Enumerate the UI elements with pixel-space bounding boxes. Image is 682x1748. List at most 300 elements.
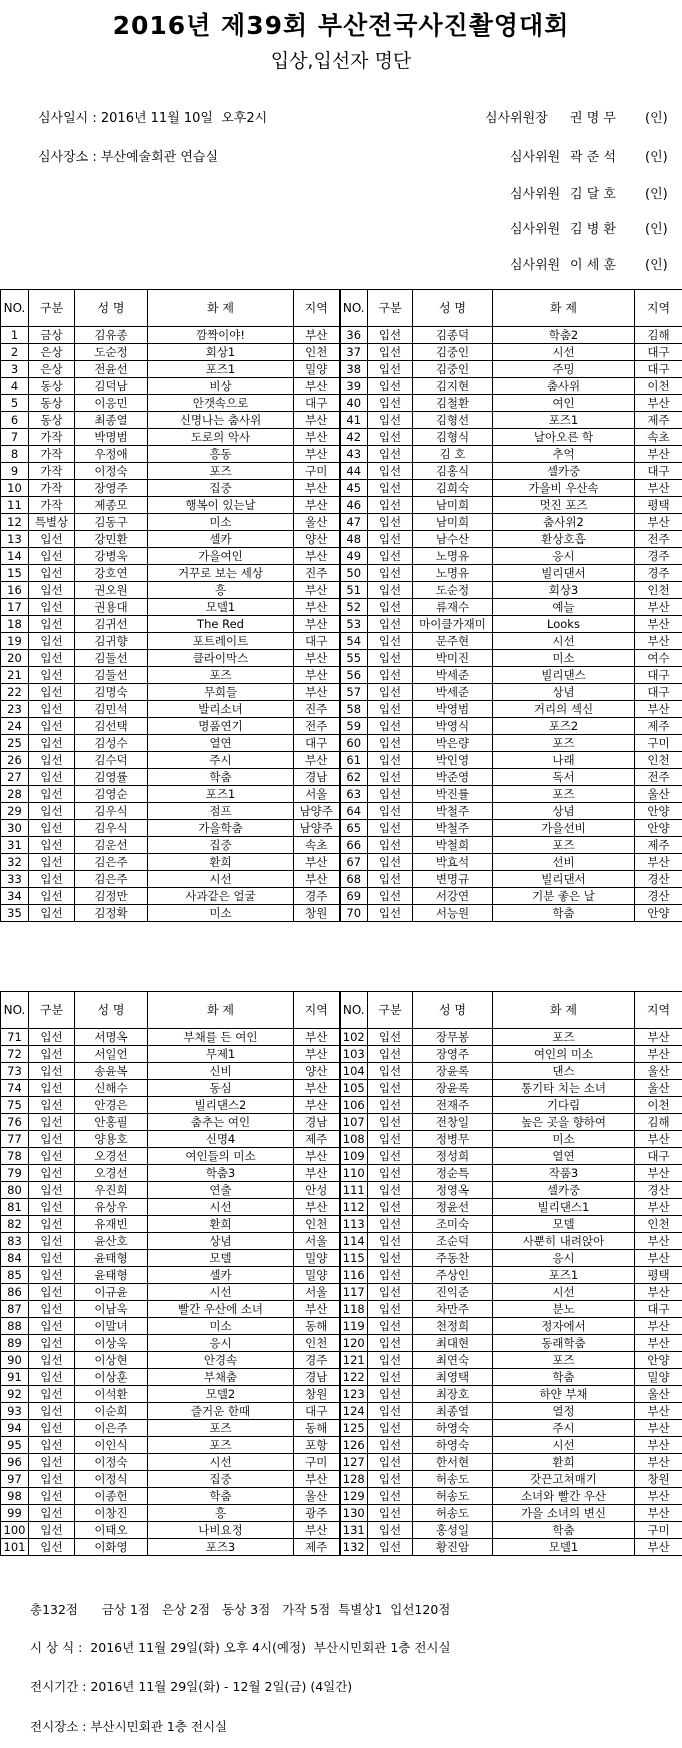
entrant-name: 윤태형 xyxy=(75,1267,148,1284)
judge-name: 김 달 호 xyxy=(570,187,616,202)
award-category: 입선 xyxy=(368,463,413,480)
photo-title: 포즈1 xyxy=(148,361,294,378)
award-category: 입선 xyxy=(29,871,75,888)
region: 창원 xyxy=(635,1471,682,1488)
region: 부산 xyxy=(294,616,340,633)
photo-title: 열정 xyxy=(493,1403,635,1420)
photo-title: 포즈1 xyxy=(493,1267,635,1284)
table-row xyxy=(1,1522,682,1539)
photo-title: 깜짝이야! xyxy=(148,327,294,344)
table-row xyxy=(1,633,682,650)
entry-number: 28 xyxy=(1,786,29,803)
award-category: 입선 xyxy=(29,1505,75,1522)
entrant-name: 장영주 xyxy=(75,480,148,497)
entry-number: 89 xyxy=(1,1335,29,1352)
entrant-name: 윤태형 xyxy=(75,1250,148,1267)
entry-number: 96 xyxy=(1,1454,29,1471)
region: 인천 xyxy=(294,344,340,361)
entrant-name: 이정식 xyxy=(75,1471,148,1488)
award-category: 입선 xyxy=(368,786,413,803)
entry-number: 64 xyxy=(340,803,368,820)
entry-number: 52 xyxy=(340,599,368,616)
region: 대구 xyxy=(294,395,340,412)
photo-title: 신명4 xyxy=(148,1131,294,1148)
photo-title: 빌리댄스2 xyxy=(148,1097,294,1114)
region: 부산 xyxy=(635,1029,682,1046)
award-category: 입선 xyxy=(29,1216,75,1233)
entry-number: 77 xyxy=(1,1131,29,1148)
entry-number: 73 xyxy=(1,1063,29,1080)
entry-number: 81 xyxy=(1,1199,29,1216)
entry-number: 101 xyxy=(1,1539,29,1556)
award-category: 입선 xyxy=(29,1131,75,1148)
entry-number: 121 xyxy=(340,1352,368,1369)
photo-title: 포즈 xyxy=(493,1029,635,1046)
entry-number: 44 xyxy=(340,463,368,480)
photo-title: 행복이 있는날 xyxy=(148,497,294,514)
column-header-entrant-name: 성 명 xyxy=(413,992,493,1029)
photo-title: 모델1 xyxy=(148,599,294,616)
column-header-entry-number: NO. xyxy=(1,992,29,1029)
entrant-name: 김둘선 xyxy=(75,667,148,684)
award-category: 입선 xyxy=(368,616,413,633)
table-row xyxy=(1,1267,682,1284)
region: 이천 xyxy=(635,378,682,395)
entry-number: 90 xyxy=(1,1352,29,1369)
region: 부산 xyxy=(635,1403,682,1420)
entry-number: 37 xyxy=(340,344,368,361)
entry-number: 86 xyxy=(1,1284,29,1301)
table-row xyxy=(1,446,682,463)
award-category: 입선 xyxy=(29,667,75,684)
award-category: 입선 xyxy=(368,1216,413,1233)
region: 부산 xyxy=(294,429,340,446)
region: 대구 xyxy=(294,633,340,650)
photo-title: 분노 xyxy=(493,1301,635,1318)
award-category: 입선 xyxy=(29,1148,75,1165)
photo-title: 선비 xyxy=(493,854,635,871)
entrant-name: 정윤선 xyxy=(413,1199,493,1216)
region: 경산 xyxy=(635,1182,682,1199)
region: 부산 xyxy=(294,752,340,769)
entry-number: 15 xyxy=(1,565,29,582)
award-category: 입선 xyxy=(368,1131,413,1148)
entrant-name: 김 호 xyxy=(413,446,493,463)
entrant-name: 조미숙 xyxy=(413,1216,493,1233)
photo-title: 학춤 xyxy=(493,905,635,922)
winners-table-2 xyxy=(0,991,682,1556)
entry-number: 116 xyxy=(340,1267,368,1284)
entrant-name: 차만주 xyxy=(413,1301,493,1318)
award-category: 입선 xyxy=(368,480,413,497)
photo-title: 안갯속으로 xyxy=(148,395,294,412)
photo-title: 명품연기 xyxy=(148,718,294,735)
region: 부산 xyxy=(635,1233,682,1250)
award-category: 입선 xyxy=(368,1471,413,1488)
region: 양산 xyxy=(294,1063,340,1080)
region: 구미 xyxy=(635,735,682,752)
region: 서울 xyxy=(294,786,340,803)
entry-number: 38 xyxy=(340,361,368,378)
entry-number: 105 xyxy=(340,1080,368,1097)
award-category: 입선 xyxy=(29,1386,75,1403)
award-category: 가작 xyxy=(29,463,75,480)
table-row xyxy=(1,1250,682,1267)
entry-number: 7 xyxy=(1,429,29,446)
entrant-name: 최연숙 xyxy=(413,1352,493,1369)
region: 부산 xyxy=(635,395,682,412)
entrant-name: 하영숙 xyxy=(413,1420,493,1437)
entrant-name: 김형선 xyxy=(413,412,493,429)
ceremony-info: 시 상 식 : 2016년 11월 29일(화) 오후 4시(예정) 부산시민회관 1층 전시실 xyxy=(30,1640,451,1655)
photo-title: 거리의 섹신 xyxy=(493,701,635,718)
award-category: 은상 xyxy=(29,361,75,378)
column-header-award-category: 구분 xyxy=(29,290,75,327)
photo-title: 모델 xyxy=(493,1216,635,1233)
table-row xyxy=(1,803,682,820)
award-category: 입선 xyxy=(368,429,413,446)
photo-title: 환희 xyxy=(493,1454,635,1471)
page-subtitle: 입상,입선자 명단 xyxy=(270,50,412,72)
entry-number: 61 xyxy=(340,752,368,769)
photo-title: 빌리댄서 xyxy=(493,565,635,582)
region: 대구 xyxy=(635,344,682,361)
entrant-name: 박인영 xyxy=(413,752,493,769)
entry-number: 36 xyxy=(340,327,368,344)
table-row xyxy=(1,412,682,429)
photo-title: 즐거운 한때 xyxy=(148,1403,294,1420)
region: 부산 xyxy=(294,1522,340,1539)
award-category: 입선 xyxy=(368,361,413,378)
table-row xyxy=(1,514,682,531)
award-category: 입선 xyxy=(29,1539,75,1556)
region: 부산 xyxy=(635,616,682,633)
photo-title: 미소 xyxy=(148,1318,294,1335)
entrant-name: 허송도 xyxy=(413,1488,493,1505)
region: 부산 xyxy=(635,1539,682,1556)
region: 제주 xyxy=(635,412,682,429)
entrant-name: 이말녀 xyxy=(75,1318,148,1335)
entrant-name: 김희숙 xyxy=(413,480,493,497)
photo-title: 시선 xyxy=(148,1454,294,1471)
photo-title: 학춤 xyxy=(493,1522,635,1539)
entrant-name: 김수덕 xyxy=(75,752,148,769)
table-row xyxy=(1,1539,682,1556)
entrant-name: 최장호 xyxy=(413,1386,493,1403)
photo-title: 가을 소녀의 변신 xyxy=(493,1505,635,1522)
table-row xyxy=(1,650,682,667)
award-category: 입선 xyxy=(368,1335,413,1352)
award-category: 입선 xyxy=(368,1420,413,1437)
entrant-name: 박세준 xyxy=(413,667,493,684)
judging-place: 심사장소 : 부산예술회관 연습실 xyxy=(38,150,219,165)
entrant-name: 김지현 xyxy=(413,378,493,395)
column-header-entry-number: NO. xyxy=(340,290,368,327)
photo-title: 집중 xyxy=(148,480,294,497)
entrant-name: 정성희 xyxy=(413,1148,493,1165)
award-category: 입선 xyxy=(29,1063,75,1080)
entrant-name: 서명옥 xyxy=(75,1029,148,1046)
entrant-name: 김귀선 xyxy=(75,616,148,633)
award-category: 가작 xyxy=(29,480,75,497)
entrant-name: 김우식 xyxy=(75,803,148,820)
entrant-name: 하영숙 xyxy=(413,1437,493,1454)
region: 부산 xyxy=(635,1420,682,1437)
photo-title: 멋진 포즈 xyxy=(493,497,635,514)
region: 평택 xyxy=(635,497,682,514)
award-category: 입선 xyxy=(368,1046,413,1063)
award-category: 입선 xyxy=(368,565,413,582)
entrant-name: 서능원 xyxy=(413,905,493,922)
entry-number: 75 xyxy=(1,1097,29,1114)
photo-title: 포즈1 xyxy=(493,412,635,429)
photo-title: 비상 xyxy=(148,378,294,395)
photo-title: 열연 xyxy=(148,735,294,752)
photo-title: 춤추는 여인 xyxy=(148,1114,294,1131)
region: 밀양 xyxy=(294,1250,340,1267)
award-category: 입선 xyxy=(29,1352,75,1369)
column-header-region: 지역 xyxy=(294,290,340,327)
entrant-name: 홍성일 xyxy=(413,1522,493,1539)
entrant-name: 유재빈 xyxy=(75,1216,148,1233)
award-category: 은상 xyxy=(29,344,75,361)
entry-number: 33 xyxy=(1,871,29,888)
winners-table-1 xyxy=(0,289,682,922)
table-row xyxy=(1,905,682,922)
region: 대구 xyxy=(635,463,682,480)
award-category: 입선 xyxy=(29,1182,75,1199)
entrant-name: 송윤복 xyxy=(75,1063,148,1080)
entrant-name: 이창진 xyxy=(75,1505,148,1522)
region: 경남 xyxy=(294,1369,340,1386)
award-category: 입선 xyxy=(368,1233,413,1250)
award-category: 입선 xyxy=(29,1369,75,1386)
entrant-name: 이인식 xyxy=(75,1437,148,1454)
photo-title: 사과같은 얼굴 xyxy=(148,888,294,905)
region: 밀양 xyxy=(294,1267,340,1284)
entry-number: 115 xyxy=(340,1250,368,1267)
region: 대구 xyxy=(635,667,682,684)
region: 이천 xyxy=(635,1097,682,1114)
table-row xyxy=(1,684,682,701)
entrant-name: 박효석 xyxy=(413,854,493,871)
entry-number: 120 xyxy=(340,1335,368,1352)
award-category: 입선 xyxy=(368,395,413,412)
region: 구미 xyxy=(294,1454,340,1471)
entry-number: 128 xyxy=(340,1471,368,1488)
table-row xyxy=(1,752,682,769)
award-category: 입선 xyxy=(368,905,413,922)
table-row xyxy=(1,1182,682,1199)
entry-number: 22 xyxy=(1,684,29,701)
entry-number: 9 xyxy=(1,463,29,480)
table-row xyxy=(1,531,682,548)
table-row xyxy=(1,361,682,378)
entry-number: 119 xyxy=(340,1318,368,1335)
region: 제주 xyxy=(635,837,682,854)
judge-role: 심사위원 xyxy=(510,150,561,165)
entrant-name: 이석환 xyxy=(75,1386,148,1403)
award-category: 입선 xyxy=(29,752,75,769)
entry-number: 113 xyxy=(340,1216,368,1233)
entry-number: 106 xyxy=(340,1097,368,1114)
table-row xyxy=(1,1403,682,1420)
entrant-name: 장윤록 xyxy=(413,1080,493,1097)
column-header-photo-title: 화 제 xyxy=(148,290,294,327)
award-category: 입선 xyxy=(29,1080,75,1097)
award-category: 입선 xyxy=(368,718,413,735)
photo-title: 가을선비 xyxy=(493,820,635,837)
entry-number: 93 xyxy=(1,1403,29,1420)
award-category: 입선 xyxy=(29,1403,75,1420)
award-category: 입선 xyxy=(368,752,413,769)
photo-title: 셀카 xyxy=(148,531,294,548)
entry-number: 126 xyxy=(340,1437,368,1454)
entry-number: 108 xyxy=(340,1131,368,1148)
award-category: 동상 xyxy=(29,395,75,412)
entry-number: 3 xyxy=(1,361,29,378)
entry-number: 62 xyxy=(340,769,368,786)
table-row xyxy=(1,667,682,684)
entrant-name: 오경선 xyxy=(75,1165,148,1182)
award-category: 입선 xyxy=(368,769,413,786)
region: 경주 xyxy=(635,548,682,565)
entrant-name: 양용호 xyxy=(75,1131,148,1148)
region: 부산 xyxy=(294,1046,340,1063)
region: 부산 xyxy=(294,854,340,871)
column-header-photo-title: 화 제 xyxy=(493,290,635,327)
photo-title: 나비요정 xyxy=(148,1522,294,1539)
award-category: 입선 xyxy=(368,667,413,684)
photo-title: 나래 xyxy=(493,752,635,769)
entrant-name: 조순덕 xyxy=(413,1233,493,1250)
entry-number: 58 xyxy=(340,701,368,718)
entry-number: 70 xyxy=(340,905,368,922)
entrant-name: 이태오 xyxy=(75,1522,148,1539)
award-category: 입선 xyxy=(368,888,413,905)
entrant-name: 황진암 xyxy=(413,1539,493,1556)
award-category: 입선 xyxy=(368,582,413,599)
entrant-name: 김영률 xyxy=(75,769,148,786)
photo-title: 상념 xyxy=(493,803,635,820)
photo-title: 학춤 xyxy=(148,1488,294,1505)
entry-number: 99 xyxy=(1,1505,29,1522)
photo-title: 포즈3 xyxy=(148,1539,294,1556)
entrant-name: 김은주 xyxy=(75,854,148,871)
photo-title: 응시 xyxy=(493,548,635,565)
region: 부산 xyxy=(294,599,340,616)
photo-title: 정자에서 xyxy=(493,1318,635,1335)
table-row xyxy=(1,1233,682,1250)
entrant-name: 진익준 xyxy=(413,1284,493,1301)
judge-seal: (인) xyxy=(645,258,668,273)
award-category: 입선 xyxy=(368,514,413,531)
region: 부산 xyxy=(635,1284,682,1301)
entrant-name: 김민석 xyxy=(75,701,148,718)
award-category: 입선 xyxy=(29,1420,75,1437)
region: 부산 xyxy=(294,1301,340,1318)
table-row xyxy=(1,1335,682,1352)
award-category: 입선 xyxy=(368,1386,413,1403)
award-category: 가작 xyxy=(29,446,75,463)
table-row xyxy=(1,888,682,905)
award-category: 입선 xyxy=(368,327,413,344)
photo-title: 시선 xyxy=(493,344,635,361)
table-row xyxy=(1,616,682,633)
region: 안양 xyxy=(635,820,682,837)
region: 광주 xyxy=(294,1505,340,1522)
entrant-name: 최대현 xyxy=(413,1335,493,1352)
award-category: 입선 xyxy=(368,633,413,650)
column-header-award-category: 구분 xyxy=(368,992,413,1029)
judge-role: 심사위원 xyxy=(510,222,561,237)
table-row xyxy=(1,854,682,871)
table-header-row xyxy=(1,290,682,327)
entry-number: 65 xyxy=(340,820,368,837)
photo-title: 무희들 xyxy=(148,684,294,701)
entry-number: 35 xyxy=(1,905,29,922)
judge-name: 이 세 훈 xyxy=(570,258,616,273)
award-category: 입선 xyxy=(368,701,413,718)
table-row xyxy=(1,1029,682,1046)
entry-number: 4 xyxy=(1,378,29,395)
region: 대구 xyxy=(635,361,682,378)
photo-title: 학춤 xyxy=(148,769,294,786)
entrant-name: 김동구 xyxy=(75,514,148,531)
award-category: 입선 xyxy=(29,1046,75,1063)
region: 동해 xyxy=(294,1420,340,1437)
award-category: 입선 xyxy=(29,633,75,650)
photo-title: 미소 xyxy=(493,1131,635,1148)
award-category: 입선 xyxy=(29,599,75,616)
award-category: 입선 xyxy=(29,905,75,922)
photo-title: 포트레이트 xyxy=(148,633,294,650)
region: 포항 xyxy=(294,1437,340,1454)
region: 경산 xyxy=(635,888,682,905)
column-header-photo-title: 화 제 xyxy=(148,992,294,1029)
entry-number: 29 xyxy=(1,803,29,820)
entrant-name: 문주현 xyxy=(413,633,493,650)
entry-number: 16 xyxy=(1,582,29,599)
award-category: 입선 xyxy=(368,412,413,429)
award-category: 입선 xyxy=(29,1437,75,1454)
table-row xyxy=(1,1488,682,1505)
exhibition-place: 전시장소 : 부산시민회관 1층 전시실 xyxy=(30,1719,228,1734)
entrant-name: 천정희 xyxy=(413,1318,493,1335)
table-row xyxy=(1,769,682,786)
photo-title: 신명나는 춤사위 xyxy=(148,412,294,429)
award-category: 입선 xyxy=(29,1250,75,1267)
entrant-name: 오경선 xyxy=(75,1148,148,1165)
photo-title: 환상호흡 xyxy=(493,531,635,548)
table-row xyxy=(1,1318,682,1335)
photo-title: 주밍 xyxy=(493,361,635,378)
entrant-name: 이규윤 xyxy=(75,1284,148,1301)
entry-number: 72 xyxy=(1,1046,29,1063)
entry-number: 109 xyxy=(340,1148,368,1165)
award-category: 입선 xyxy=(368,344,413,361)
region: 전주 xyxy=(294,718,340,735)
photo-title: Looks xyxy=(493,616,635,633)
entrant-name: 권오원 xyxy=(75,582,148,599)
award-category: 입선 xyxy=(368,1080,413,1097)
entry-number: 2 xyxy=(1,344,29,361)
award-category: 입선 xyxy=(29,1029,75,1046)
entrant-name: 김철환 xyxy=(413,395,493,412)
entrant-name: 강병욱 xyxy=(75,548,148,565)
award-category: 동상 xyxy=(29,378,75,395)
award-category: 입선 xyxy=(29,1114,75,1131)
